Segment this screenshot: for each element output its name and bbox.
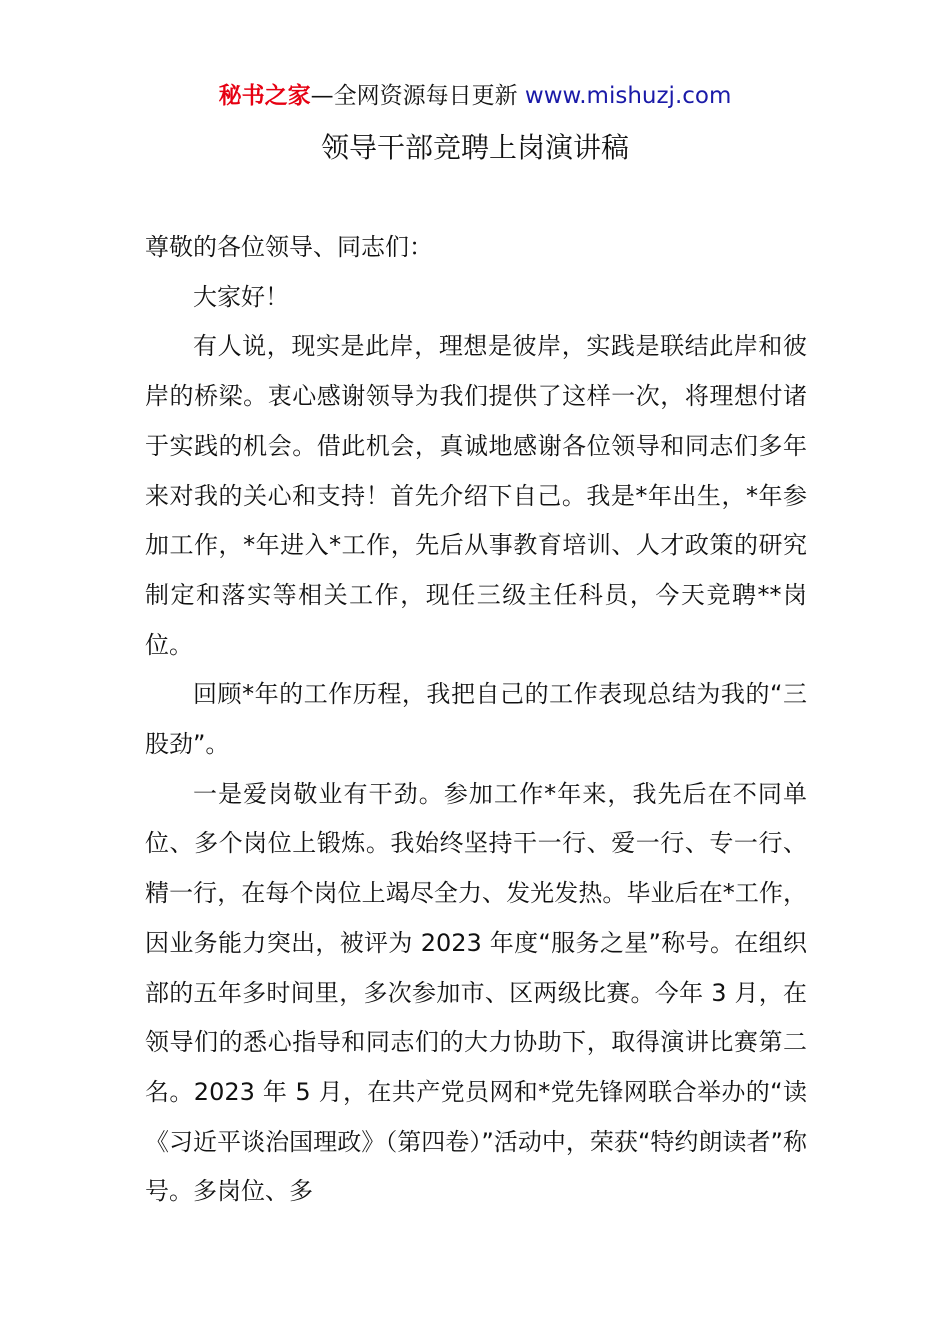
- salutation: 尊敬的各位领导、同志们：: [145, 233, 433, 261]
- site-url-link[interactable]: www.mishuzj.com: [524, 83, 732, 109]
- paragraph-review: 回顾*年的工作历程，我把自己的工作表现总结为我的“三股劲”。: [145, 680, 807, 759]
- paragraph-point-one: 一是爱岗敬业有干劲。参加工作*年来，我先后在不同单位、多个岗位上锻炼。我始终坚持干一行、爱一行、专一行、精一行，在每个岗位上竭尽全力、发光发热。毕业后在*工作，因业务能力突出，被评为 2023 年度“服务之星”称号。在组织部的五年多时间里，多次参加市、区两级比赛。今年 3 月，在领导们的悉心指导和同志们的大力协助下，取得演讲比赛第二名。2023 年 5 月，在共产党员网和*党先锋网联合举办的“读《习近平谈治国理政》（第四卷）”活动中，荣获“特约朗读者”称号。多岗位、多: [145, 779, 807, 1206]
- paragraph-introduction: 有人说，现实是此岸，理想是彼岸，实践是联结此岸和彼岸的桥梁。衷心感谢领导为我们提供了这样一次，将理想付诸于实践的机会。借此机会，真诚地感谢各位领导和同志们多年来对我的关心和支持！首先介绍下自己。我是*年出生，*年参加工作，*年进入*工作，先后从事教育培训、人才政策的研究制定和落实等相关工作，现任三级主任科员，今天竞聘**岗位。: [145, 332, 807, 659]
- site-header: [0, 80, 950, 112]
- paragraph-greeting: 大家好！: [193, 282, 289, 311]
- site-tagline: —全网资源每日更新: [310, 83, 525, 109]
- document-body: [145, 223, 807, 1217]
- site-brand: 秘书之家: [218, 83, 311, 109]
- document-title: 领导干部竞聘上岗演讲稿: [320, 131, 629, 164]
